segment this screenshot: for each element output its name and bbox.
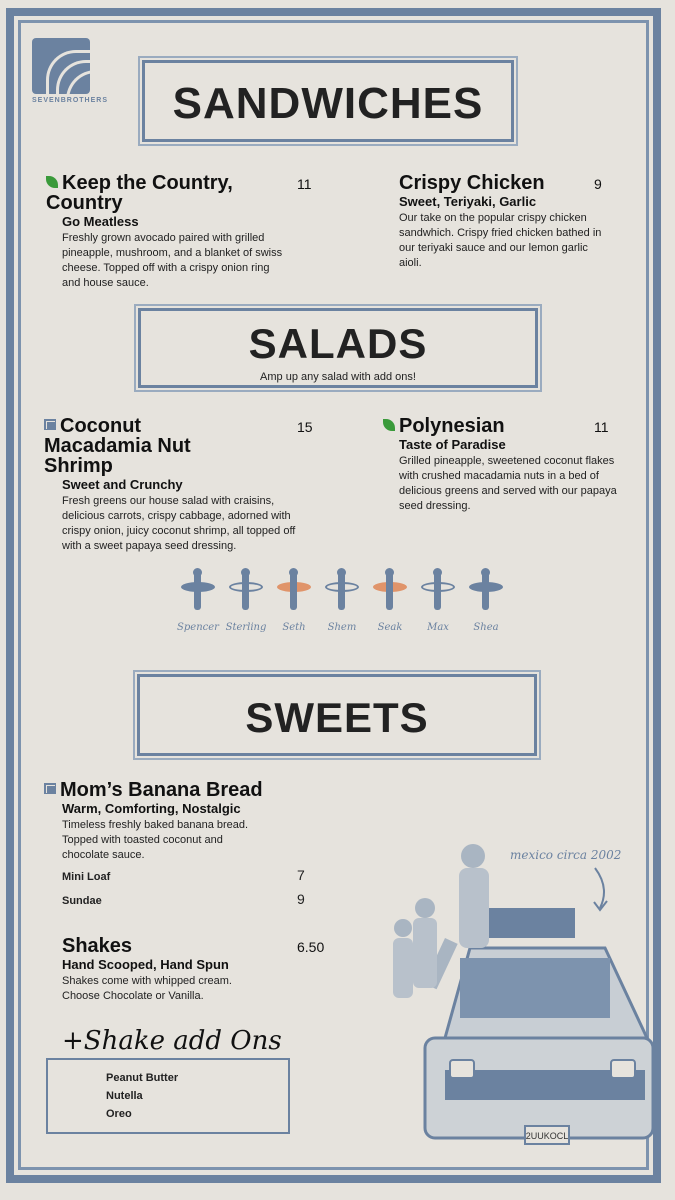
item-tag: Taste of Paradise	[399, 437, 506, 452]
item-description: Fresh greens our house salad with craisins, delicious carrots, crispy cabbage, adorned with crispy onion, juicy coconut shrimp, all topped off with a sweet papaya seed dressing.	[62, 495, 296, 552]
surfer-figure	[274, 568, 314, 633]
surfer-figure	[418, 568, 458, 633]
brand-icon	[32, 38, 90, 94]
item-tag: Hand Scooped, Hand Spun	[62, 957, 229, 972]
item-name: Shakes	[62, 935, 133, 957]
item-description: Timeless freshly baked banana bread. Topped with toasted coconut and chocolate sauce.	[62, 819, 249, 861]
item-price: 9	[594, 176, 602, 192]
menu-item-polynesian	[383, 416, 623, 514]
item-tag: Sweet and Crunchy	[62, 477, 183, 492]
item-description: Grilled pineapple, sweetened coconut flakes with crushed macadamia nuts in a bed of delicious greens and served with our papaya seed dressing.	[399, 455, 617, 512]
item-price: 11	[594, 419, 609, 435]
option-label-sundae: Sundae	[62, 895, 102, 907]
photo-caption: mexico circa 2002	[510, 848, 622, 862]
surfer-name: Seak	[377, 622, 403, 633]
menu-item-shakes	[62, 936, 292, 1004]
surfer-illustrations	[178, 568, 518, 642]
brand-name: SEVENBROTHERS	[32, 97, 109, 104]
section-title-salads: SALADS	[248, 320, 428, 367]
item-name: Coconut Macadamia Nut Shrimp	[44, 415, 191, 477]
license-plate: 2UUKOCL	[525, 1131, 569, 1141]
surfer-name: Shem	[327, 622, 357, 633]
salads-note: Amp up any salad with add ons!	[260, 371, 416, 383]
surfer-name: Max	[427, 622, 449, 633]
brand-icon	[44, 783, 56, 794]
surfer-name: Sterling	[225, 622, 267, 633]
item-price: 11	[297, 176, 312, 192]
surfer-figure	[466, 568, 506, 633]
section-title-sweets: SWEETS	[245, 694, 429, 741]
menu-item-banana-bread	[44, 780, 304, 863]
item-price: 6.50	[297, 939, 325, 955]
salads-banner	[138, 308, 538, 388]
item-name: Mom’s Banana Bread	[60, 779, 263, 801]
surfer-figure	[225, 568, 267, 633]
item-description: Our take on the popular crispy chicken sandwhich. Crispy fried chicken bathed in our teriyaki sauce and our lemon garlic aioli.	[399, 212, 602, 269]
shake-addons-title: +Shake add Ons	[62, 1026, 282, 1056]
surfer-figure	[177, 568, 219, 633]
item-name: Crispy Chicken	[399, 172, 545, 194]
brand-logo	[32, 38, 109, 110]
surfer-name: Shea	[473, 622, 499, 633]
item-name: Polynesian	[399, 415, 505, 437]
option-label-mini-loaf: Mini Loaf	[62, 871, 111, 883]
section-title-sandwiches: SANDWICHES	[172, 79, 484, 128]
item-description: Shakes come with whipped cream. Choose Chocolate or Vanilla.	[62, 975, 232, 1002]
leaf-icon	[383, 419, 395, 431]
shake-addons-box	[46, 1058, 290, 1134]
item-tag: Sweet, Teriyaki, Garlic	[399, 194, 537, 209]
item-description: Freshly grown avocado paired with grilled pineapple, mushroom, and a blanket of swiss cheese. Topped off with a crispy onion ring and house sauce.	[62, 232, 283, 289]
brand-icon	[44, 419, 56, 430]
surfer-name: Spencer	[177, 622, 219, 633]
option-price-mini-loaf: 7	[297, 867, 305, 883]
option-price-sundae: 9	[297, 891, 305, 907]
surfer-figure	[322, 568, 362, 633]
addon-item: Peanut Butter	[106, 1072, 179, 1084]
item-price: 15	[297, 419, 313, 435]
sandwiches-banner	[142, 60, 514, 142]
van-photo	[385, 838, 657, 1168]
menu-item-keep-the-country	[46, 173, 296, 291]
surfer-name: Seth	[282, 622, 306, 633]
sweets-banner	[137, 674, 537, 756]
surfer-figure	[370, 568, 410, 633]
item-name: Keep the Country, Country	[46, 172, 233, 214]
addon-item: Oreo	[106, 1108, 132, 1120]
leaf-icon	[46, 176, 58, 188]
menu-item-coconut-shrimp	[44, 416, 312, 554]
item-tag: Warm, Comforting, Nostalgic	[62, 801, 241, 816]
menu-item-crispy-chicken	[399, 173, 619, 271]
addon-item: Nutella	[106, 1090, 143, 1102]
item-tag: Go Meatless	[62, 214, 139, 229]
